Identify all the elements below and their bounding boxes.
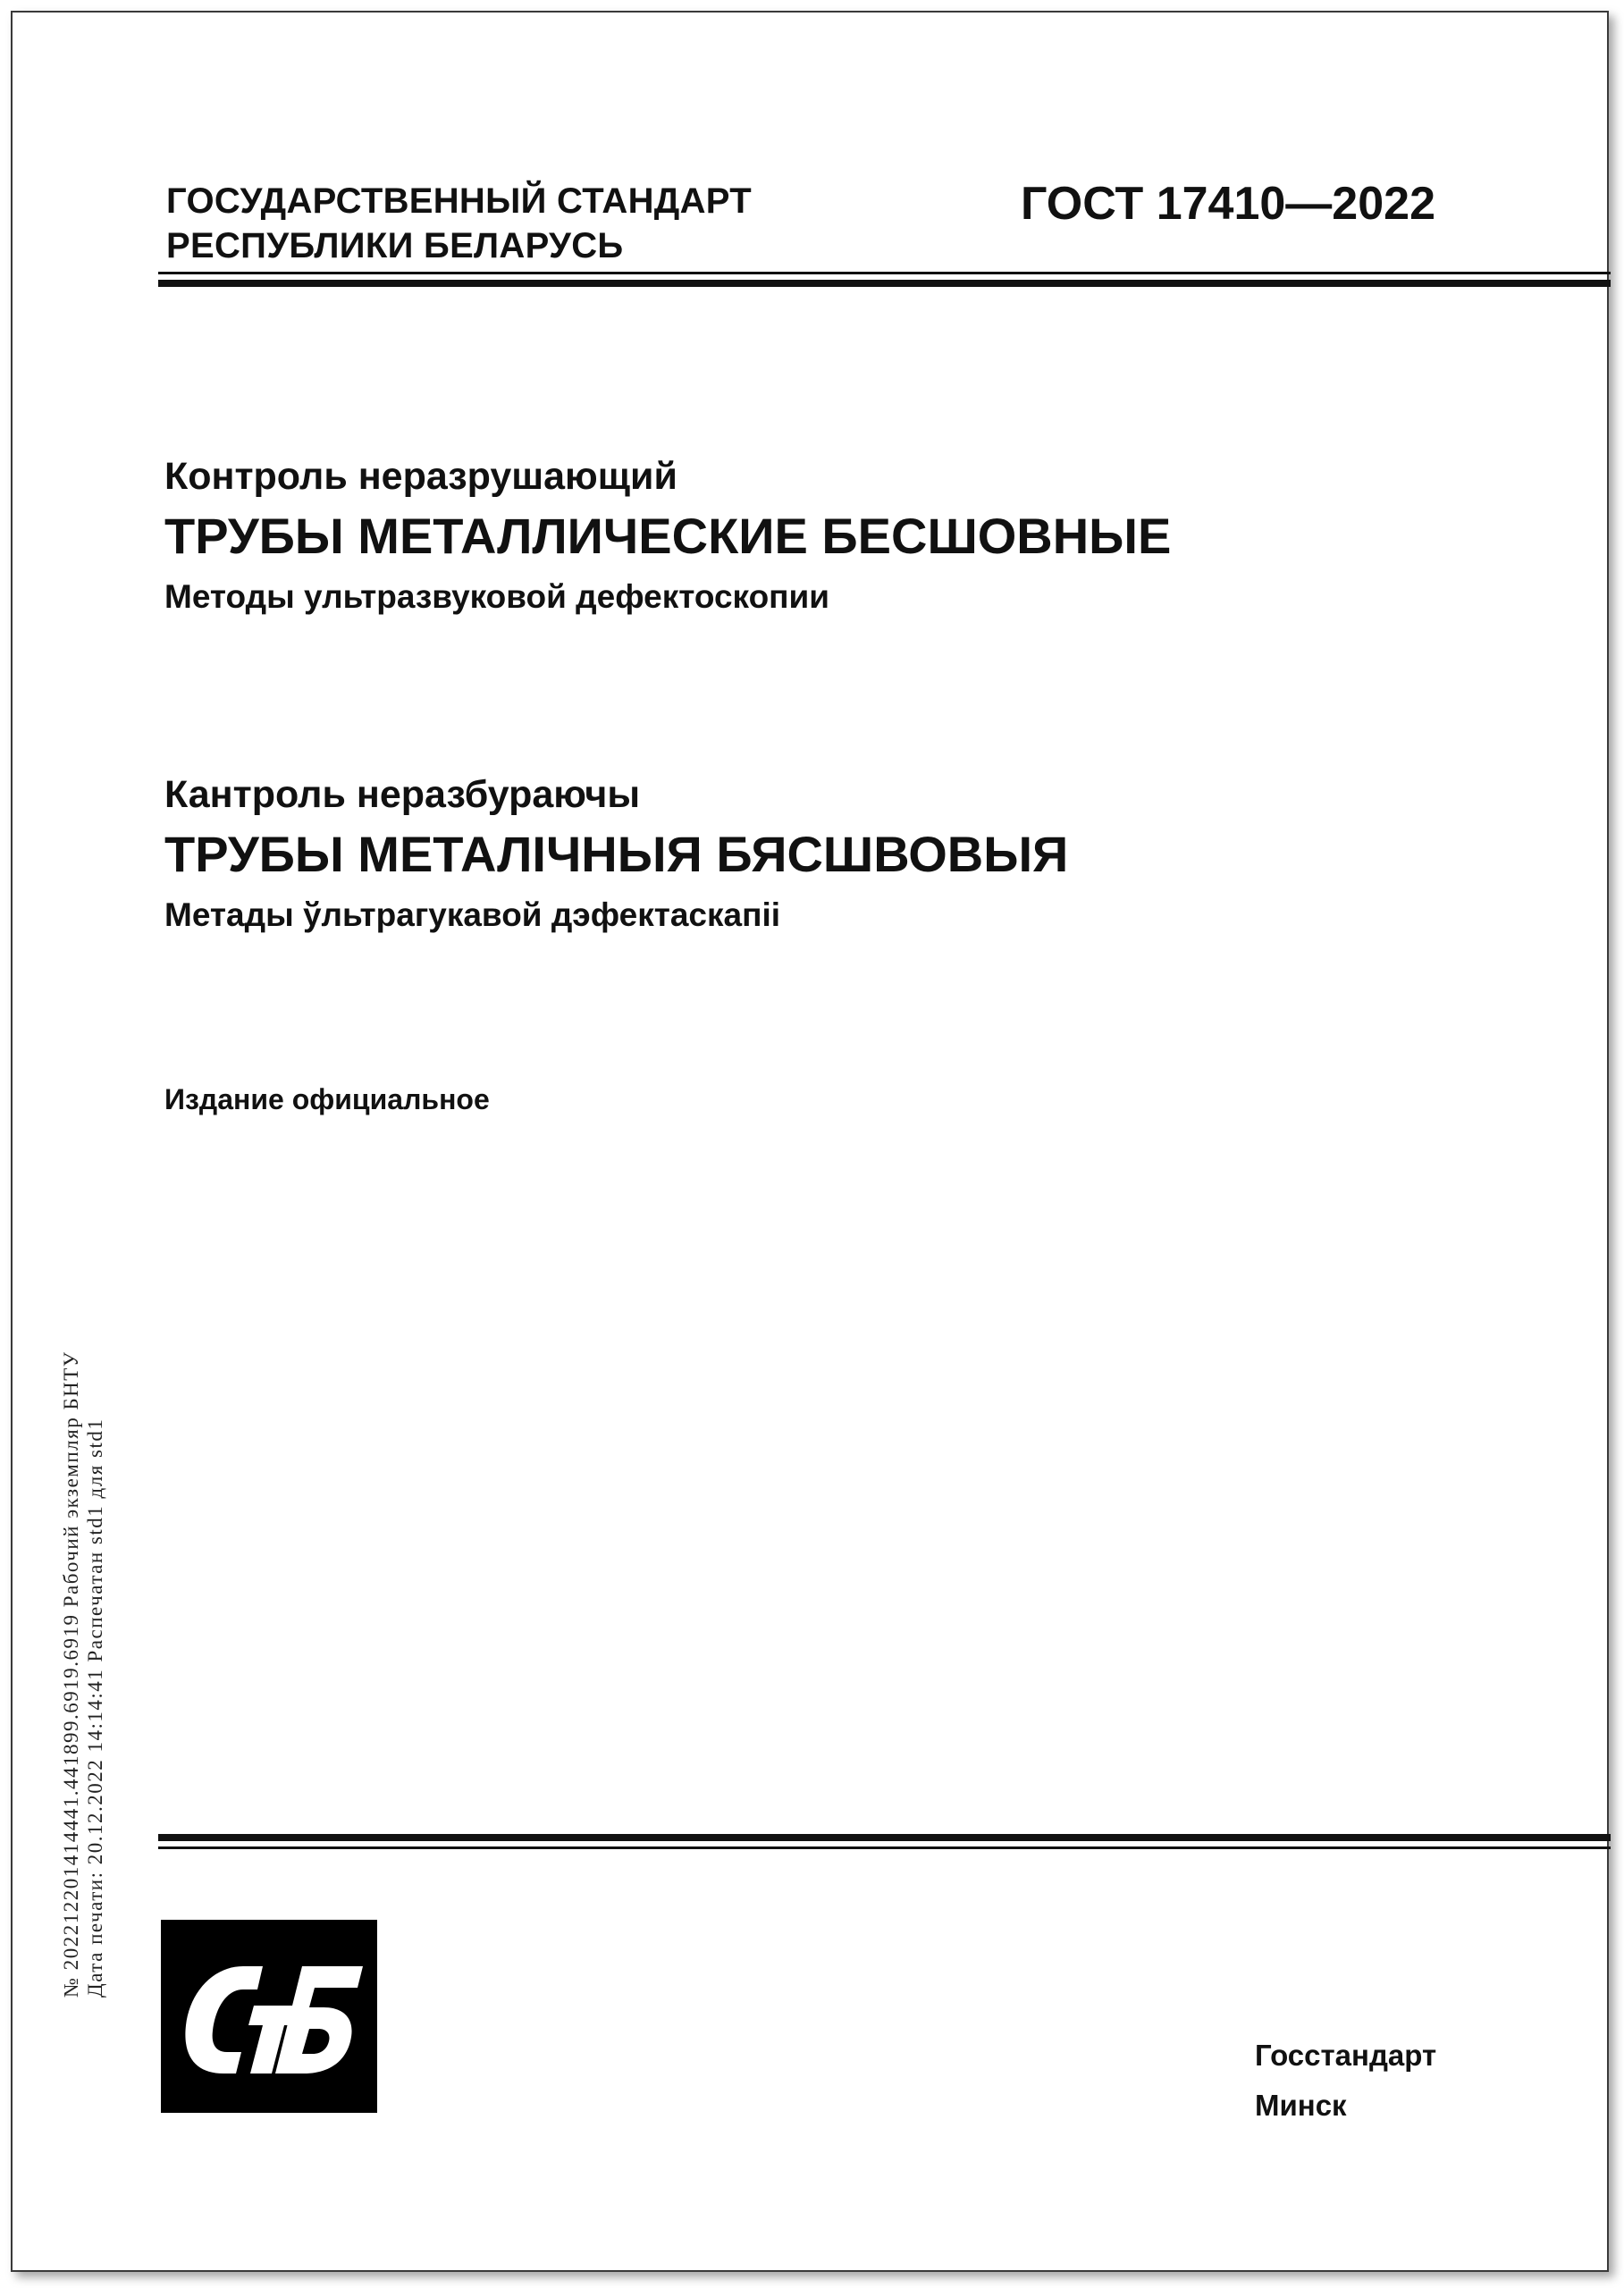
title-description-ru: Методы ультразвуковой дефектоскопии (164, 578, 830, 615)
stb-logo-mark (161, 1920, 377, 2113)
stb-logo (161, 1920, 377, 2113)
title-main-ru: ТРУБЫ МЕТАЛЛИЧЕСКИЕ БЕСШОВНЫЕ (164, 508, 1172, 564)
document-page (11, 11, 1609, 2272)
header-divider (158, 272, 1611, 287)
title-main-by: ТРУБЫ МЕТАЛІЧНЫЯ БЯСШВОВЫЯ (164, 826, 1069, 882)
title-block-russian (164, 454, 1171, 618)
edition-label: Издание официальное (164, 1083, 490, 1115)
footer-divider (158, 1834, 1611, 1849)
state-standard-line-1: ГОСУДАРСТВЕННЫЙ СТАНДАРТ (166, 181, 752, 221)
state-standard-heading (166, 179, 752, 268)
state-standard-line-2: РЕСПУБЛИКИ БЕЛАРУСЬ (166, 226, 624, 265)
print-stamp-line-1: № 202212201414441.441899.6919.6919 Рабочий экземпляр БНТУ (60, 1350, 82, 1998)
print-stamp-line-2: Дата печати: 20.12.2022 14:14:41 Распечатан std1 для std1 (84, 1417, 106, 1998)
print-stamp-note (59, 1095, 107, 1998)
publisher-block (1255, 2031, 1436, 2131)
title-description-by: Метады ўльтрагукавой дэфектаскапіі (164, 896, 780, 933)
publisher-name: Госстандарт (1255, 2039, 1437, 2072)
standard-designation: ГОСТ 17410—2022 (1021, 178, 1435, 230)
title-category-ru: Контроль неразрушающий (164, 455, 677, 498)
title-category-by: Кантроль неразбураючы (164, 773, 641, 816)
title-block-belarusian (164, 772, 1068, 937)
publisher-city: Минск (1255, 2089, 1347, 2122)
